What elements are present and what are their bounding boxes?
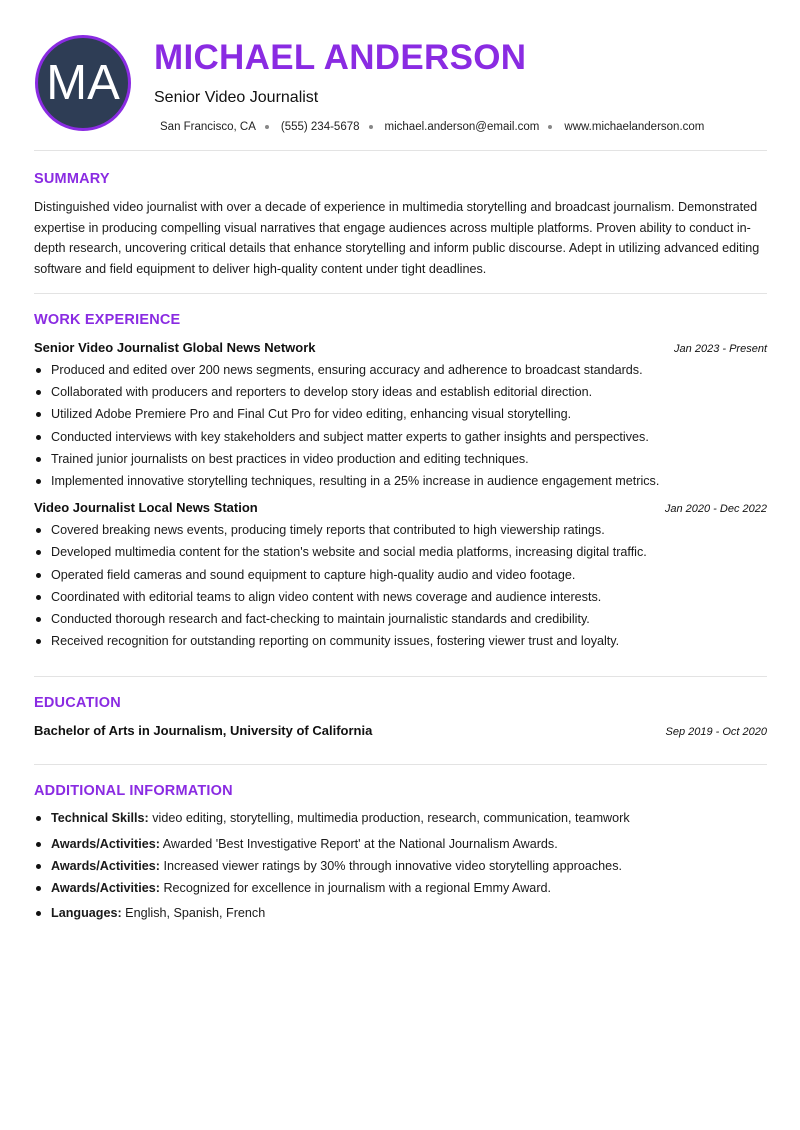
- info-label: Awards/Activities:: [51, 881, 160, 896]
- list-item: Trained junior journalists on best practices in video production and editing techniques.: [34, 448, 767, 470]
- contact-location: San Francisco, CA: [160, 121, 256, 133]
- job-header: [34, 340, 767, 355]
- info-value: Recognized for excellence in journalism with a regional Emmy Award.: [159, 881, 552, 896]
- info-value: Awarded 'Best Investigative Report' at the National Journalism Awards.: [159, 836, 558, 851]
- list-item: Operated field cameras and sound equipment to capture high-quality audio and video footage.: [34, 564, 767, 586]
- job-date: Jan 2020 - Dec 2022: [664, 503, 767, 516]
- list-item: Implemented innovative storytelling techniques, resulting in a 25% increase in audience engagement metrics.: [34, 470, 767, 492]
- job-header: [34, 500, 767, 515]
- list-item: Covered breaking news events, producing timely reports that contributed to high viewership ratings.: [34, 519, 767, 541]
- section-heading: SUMMARY: [34, 171, 110, 187]
- education-entry: [34, 723, 767, 738]
- degree-title: Bachelor of Arts in Journalism, University of California: [34, 723, 373, 739]
- separator-dot-icon: [548, 125, 552, 129]
- list-item: Conducted thorough research and fact-checking to maintain journalistic standards and credibility.: [34, 608, 767, 630]
- info-value: video editing, storytelling, multimedia production, research, communication, teamwork: [148, 811, 630, 826]
- list-item: [34, 877, 767, 899]
- candidate-title: Senior Video Journalist: [154, 89, 319, 106]
- avatar-initials: MA: [46, 56, 120, 110]
- job-date: Jan 2023 - Present: [674, 343, 767, 355]
- info-label: Languages:: [51, 906, 122, 921]
- list-item: [34, 902, 767, 924]
- section-heading: EDUCATION: [34, 695, 121, 712]
- education-section: [34, 677, 767, 738]
- separator-dot-icon: [369, 125, 373, 129]
- education-date: Sep 2019 - Oct 2020: [665, 726, 767, 739]
- info-value: English, Spanish, French: [121, 906, 266, 921]
- info-label: Technical Skills:: [51, 811, 149, 826]
- job-bullets: [34, 359, 767, 492]
- list-item: Developed multimedia content for the station's website and social media platforms, increasing digital traffic.: [34, 541, 767, 563]
- list-item: Coordinated with editorial teams to align video content with news coverage and audience interests.: [34, 586, 767, 608]
- info-label: Awards/Activities:: [51, 858, 160, 873]
- list-item: [34, 855, 767, 877]
- section-heading: WORK EXPERIENCE: [34, 312, 181, 328]
- summary-text: Distinguished video journalist with over a decade of experience in multimedia storytelling and broadcast journalism. Demonstrated expertise in producing compelling visual narratives that engage audiences across multiple platforms. Proven ability to conduct in-depth research, uncovering critical details that enhance storytelling and inform public discourse. Adept in utilizing advanced editing software and field equipment to deliver high-quality content under tight deadlines.: [34, 200, 760, 276]
- list-item: Produced and edited over 200 news segments, ensuring accuracy and adherence to broadcast standards.: [34, 359, 767, 381]
- work-experience-section: [34, 294, 767, 652]
- list-item: Utilized Adobe Premiere Pro and Final Cut Pro for video editing, enhancing visual storytelling.: [34, 403, 767, 425]
- section-heading: ADDITIONAL INFORMATION: [34, 783, 233, 800]
- resume-header: [34, 0, 767, 150]
- contact-email[interactable]: michael.anderson@email.com: [384, 121, 540, 133]
- info-value: Increased viewer ratings by 30% through innovative video storytelling approaches.: [159, 858, 622, 873]
- avatar: [35, 35, 131, 131]
- contact-website[interactable]: www.michaelanderson.com: [564, 121, 705, 133]
- list-item: [34, 833, 767, 855]
- list-item: Received recognition for outstanding reporting on community issues, fostering viewer trust and loyalty.: [34, 630, 767, 652]
- job-title: Senior Video Journalist Global News Network: [34, 340, 316, 355]
- list-item: Collaborated with producers and reporters to develop story ideas and establish editorial direction.: [34, 381, 767, 403]
- additional-info-list: [34, 807, 767, 924]
- job-bullets: [34, 519, 767, 652]
- info-label: Awards/Activities:: [51, 836, 160, 851]
- list-item: [34, 807, 767, 829]
- summary-section: [34, 151, 767, 279]
- additional-info-section: [34, 765, 767, 924]
- contact-phone: (555) 234-5678: [280, 121, 360, 133]
- list-item: Conducted interviews with key stakeholders and subject matter experts to gather insights and perspectives.: [34, 426, 767, 448]
- contact-line: [160, 121, 704, 133]
- candidate-name: MICHAEL ANDERSON: [154, 38, 527, 77]
- separator-dot-icon: [265, 125, 269, 129]
- job-title: Video Journalist Local News Station: [34, 500, 258, 516]
